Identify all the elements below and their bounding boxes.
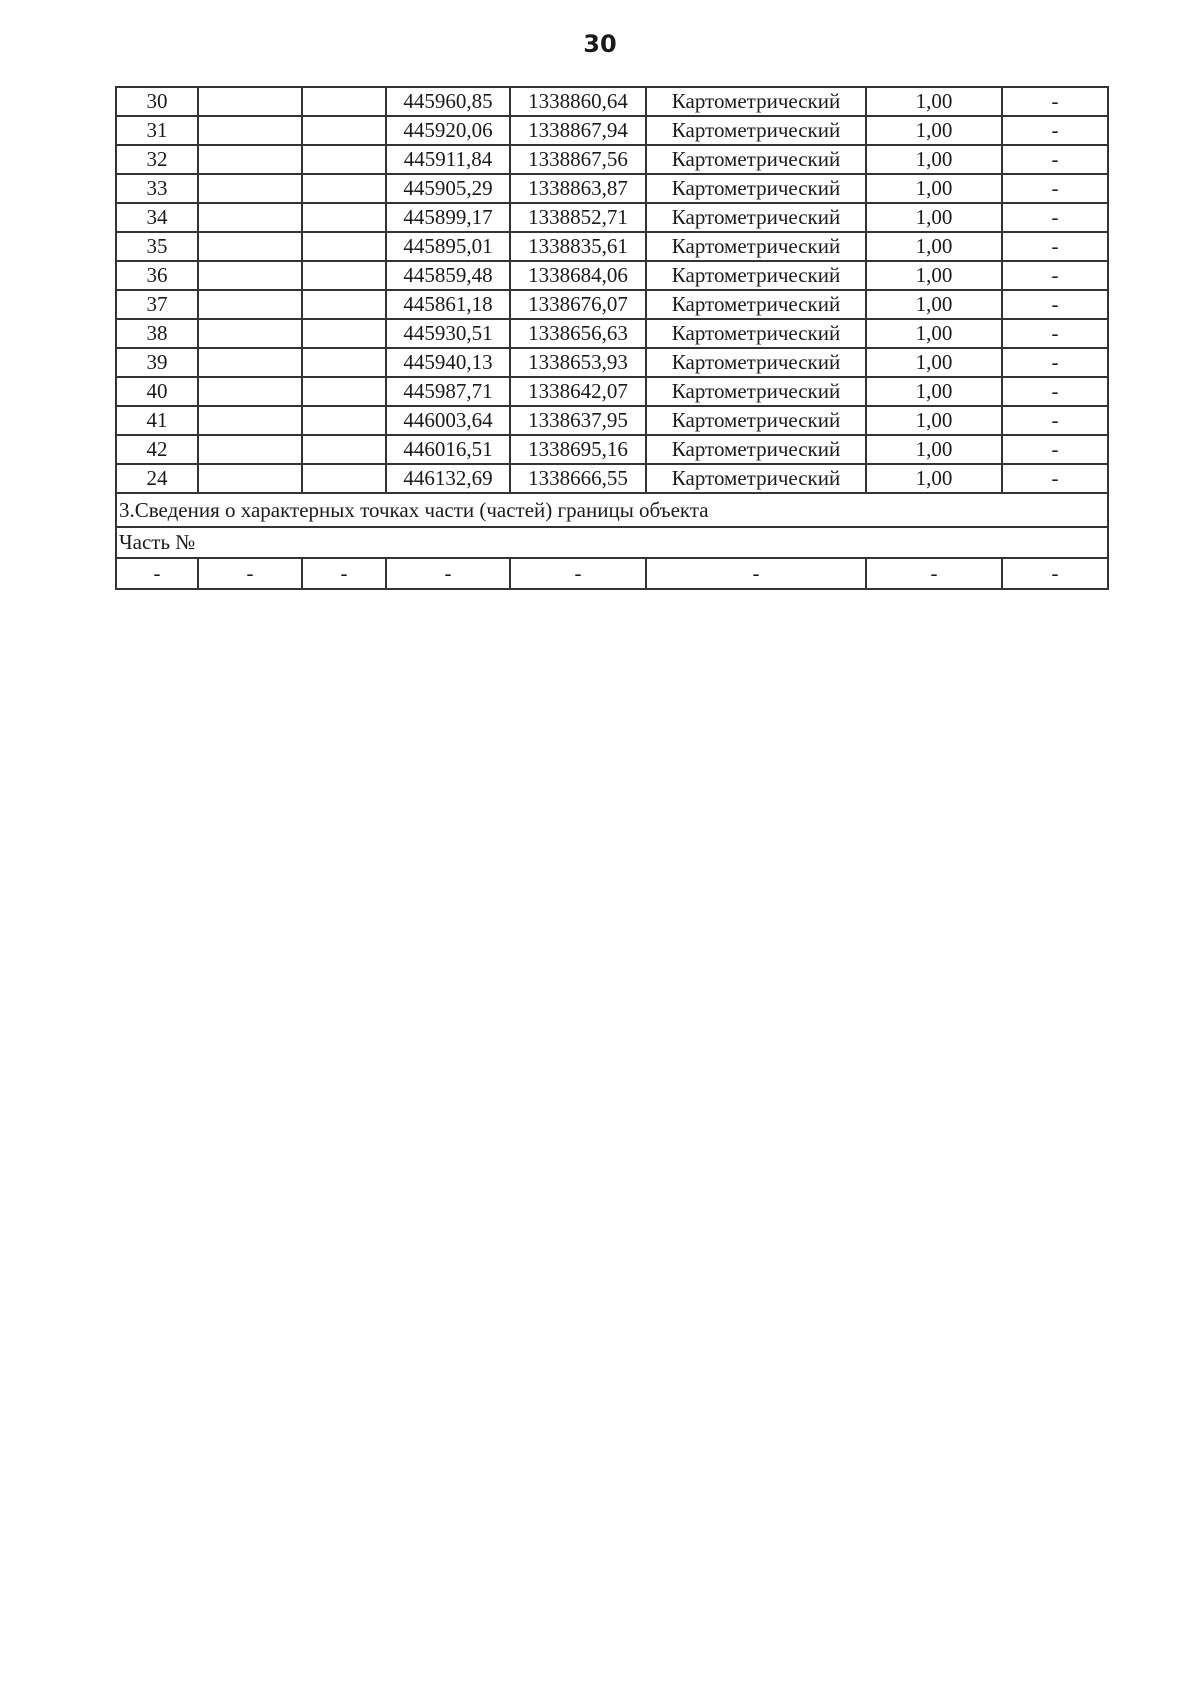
empty-cell [302, 319, 386, 348]
table-row [116, 261, 1108, 290]
x-coordinate-cell: 445861,18 [386, 290, 510, 319]
empty-cell [198, 145, 302, 174]
empty-cell [302, 174, 386, 203]
table-row [116, 174, 1108, 203]
accuracy-cell: 1,00 [866, 232, 1002, 261]
y-coordinate-cell: 1338867,56 [510, 145, 646, 174]
y-coordinate-cell: 1338863,87 [510, 174, 646, 203]
description-cell: - [1002, 232, 1108, 261]
dash-cell: - [510, 558, 646, 589]
dash-row [116, 558, 1108, 589]
x-coordinate-cell: 445930,51 [386, 319, 510, 348]
table-row [116, 232, 1108, 261]
x-coordinate-cell: 446016,51 [386, 435, 510, 464]
part-label: Часть № [116, 527, 1108, 558]
empty-cell [198, 174, 302, 203]
accuracy-cell: 1,00 [866, 290, 1002, 319]
table-row [116, 203, 1108, 232]
empty-cell [198, 464, 302, 493]
description-cell: - [1002, 145, 1108, 174]
empty-cell [198, 435, 302, 464]
x-coordinate-cell: 445940,13 [386, 348, 510, 377]
x-coordinate-cell: 445960,85 [386, 87, 510, 116]
empty-cell [198, 203, 302, 232]
empty-cell [302, 464, 386, 493]
y-coordinate-cell: 1338656,63 [510, 319, 646, 348]
accuracy-cell: 1,00 [866, 319, 1002, 348]
point-number-cell: 35 [116, 232, 198, 261]
method-cell: Картометрический [646, 87, 866, 116]
dash-cell: - [198, 558, 302, 589]
point-number-cell: 39 [116, 348, 198, 377]
description-cell: - [1002, 203, 1108, 232]
point-number-cell: 30 [116, 87, 198, 116]
empty-cell [302, 261, 386, 290]
method-cell: Картометрический [646, 319, 866, 348]
empty-cell [198, 406, 302, 435]
method-cell: Картометрический [646, 261, 866, 290]
y-coordinate-cell: 1338684,06 [510, 261, 646, 290]
method-cell: Картометрический [646, 232, 866, 261]
point-number-cell: 37 [116, 290, 198, 319]
x-coordinate-cell: 446132,69 [386, 464, 510, 493]
description-cell: - [1002, 174, 1108, 203]
table-row [116, 377, 1108, 406]
method-cell: Картометрический [646, 435, 866, 464]
method-cell: Картометрический [646, 174, 866, 203]
part-row [116, 527, 1108, 558]
accuracy-cell: 1,00 [866, 348, 1002, 377]
dash-cell: - [302, 558, 386, 589]
x-coordinate-cell: 445920,06 [386, 116, 510, 145]
empty-cell [302, 290, 386, 319]
table-row [116, 464, 1108, 493]
y-coordinate-cell: 1338637,95 [510, 406, 646, 435]
description-cell: - [1002, 406, 1108, 435]
description-cell: - [1002, 435, 1108, 464]
dash-cell: - [866, 558, 1002, 589]
y-coordinate-cell: 1338676,07 [510, 290, 646, 319]
method-cell: Картометрический [646, 377, 866, 406]
empty-cell [198, 319, 302, 348]
method-cell: Картометрический [646, 348, 866, 377]
empty-cell [198, 116, 302, 145]
empty-cell [198, 232, 302, 261]
table-row [116, 116, 1108, 145]
table-row [116, 319, 1108, 348]
description-cell: - [1002, 116, 1108, 145]
y-coordinate-cell: 1338860,64 [510, 87, 646, 116]
point-number-cell: 38 [116, 319, 198, 348]
empty-cell [302, 116, 386, 145]
table-row [116, 290, 1108, 319]
description-cell: - [1002, 464, 1108, 493]
accuracy-cell: 1,00 [866, 377, 1002, 406]
point-number-cell: 24 [116, 464, 198, 493]
empty-cell [302, 406, 386, 435]
table-row [116, 435, 1108, 464]
method-cell: Картометрический [646, 290, 866, 319]
method-cell: Картометрический [646, 116, 866, 145]
point-number-cell: 31 [116, 116, 198, 145]
point-rows [116, 87, 1108, 493]
point-number-cell: 34 [116, 203, 198, 232]
x-coordinate-cell: 445905,29 [386, 174, 510, 203]
accuracy-cell: 1,00 [866, 145, 1002, 174]
x-coordinate-cell: 445899,17 [386, 203, 510, 232]
point-number-cell: 42 [116, 435, 198, 464]
method-cell: Картометрический [646, 406, 866, 435]
accuracy-cell: 1,00 [866, 116, 1002, 145]
empty-cell [302, 87, 386, 116]
accuracy-cell: 1,00 [866, 261, 1002, 290]
empty-cell [198, 348, 302, 377]
accuracy-cell: 1,00 [866, 203, 1002, 232]
accuracy-cell: 1,00 [866, 464, 1002, 493]
empty-cell [198, 87, 302, 116]
y-coordinate-cell: 1338867,94 [510, 116, 646, 145]
point-number-cell: 32 [116, 145, 198, 174]
dash-cell: - [116, 558, 198, 589]
empty-cell [302, 377, 386, 406]
empty-cell [302, 145, 386, 174]
section3-title: 3.Сведения о характерных точках части (частей) границы объекта [116, 493, 1108, 527]
empty-cell [302, 348, 386, 377]
accuracy-cell: 1,00 [866, 87, 1002, 116]
page-number: 30 [583, 30, 617, 58]
empty-cell [198, 261, 302, 290]
point-number-cell: 33 [116, 174, 198, 203]
empty-cell [302, 203, 386, 232]
accuracy-cell: 1,00 [866, 435, 1002, 464]
point-number-cell: 36 [116, 261, 198, 290]
dash-cell: - [386, 558, 510, 589]
y-coordinate-cell: 1338653,93 [510, 348, 646, 377]
description-cell: - [1002, 377, 1108, 406]
description-cell: - [1002, 348, 1108, 377]
y-coordinate-cell: 1338642,07 [510, 377, 646, 406]
dash-cell: - [646, 558, 866, 589]
x-coordinate-cell: 446003,64 [386, 406, 510, 435]
section3-row [116, 493, 1108, 527]
accuracy-cell: 1,00 [866, 174, 1002, 203]
method-cell: Картометрический [646, 464, 866, 493]
dash-cell: - [1002, 558, 1108, 589]
y-coordinate-cell: 1338835,61 [510, 232, 646, 261]
description-cell: - [1002, 290, 1108, 319]
y-coordinate-cell: 1338695,16 [510, 435, 646, 464]
coordinates-table [115, 86, 1109, 590]
y-coordinate-cell: 1338852,71 [510, 203, 646, 232]
table-row [116, 145, 1108, 174]
y-coordinate-cell: 1338666,55 [510, 464, 646, 493]
method-cell: Картометрический [646, 145, 866, 174]
accuracy-cell: 1,00 [866, 406, 1002, 435]
empty-cell [302, 435, 386, 464]
method-cell: Картометрический [646, 203, 866, 232]
point-number-cell: 40 [116, 377, 198, 406]
x-coordinate-cell: 445911,84 [386, 145, 510, 174]
empty-cell [302, 232, 386, 261]
table-row [116, 348, 1108, 377]
x-coordinate-cell: 445987,71 [386, 377, 510, 406]
description-cell: - [1002, 319, 1108, 348]
empty-cell [198, 377, 302, 406]
description-cell: - [1002, 261, 1108, 290]
x-coordinate-cell: 445859,48 [386, 261, 510, 290]
empty-cell [198, 290, 302, 319]
description-cell: - [1002, 87, 1108, 116]
table-row [116, 406, 1108, 435]
x-coordinate-cell: 445895,01 [386, 232, 510, 261]
point-number-cell: 41 [116, 406, 198, 435]
table-row [116, 87, 1108, 116]
